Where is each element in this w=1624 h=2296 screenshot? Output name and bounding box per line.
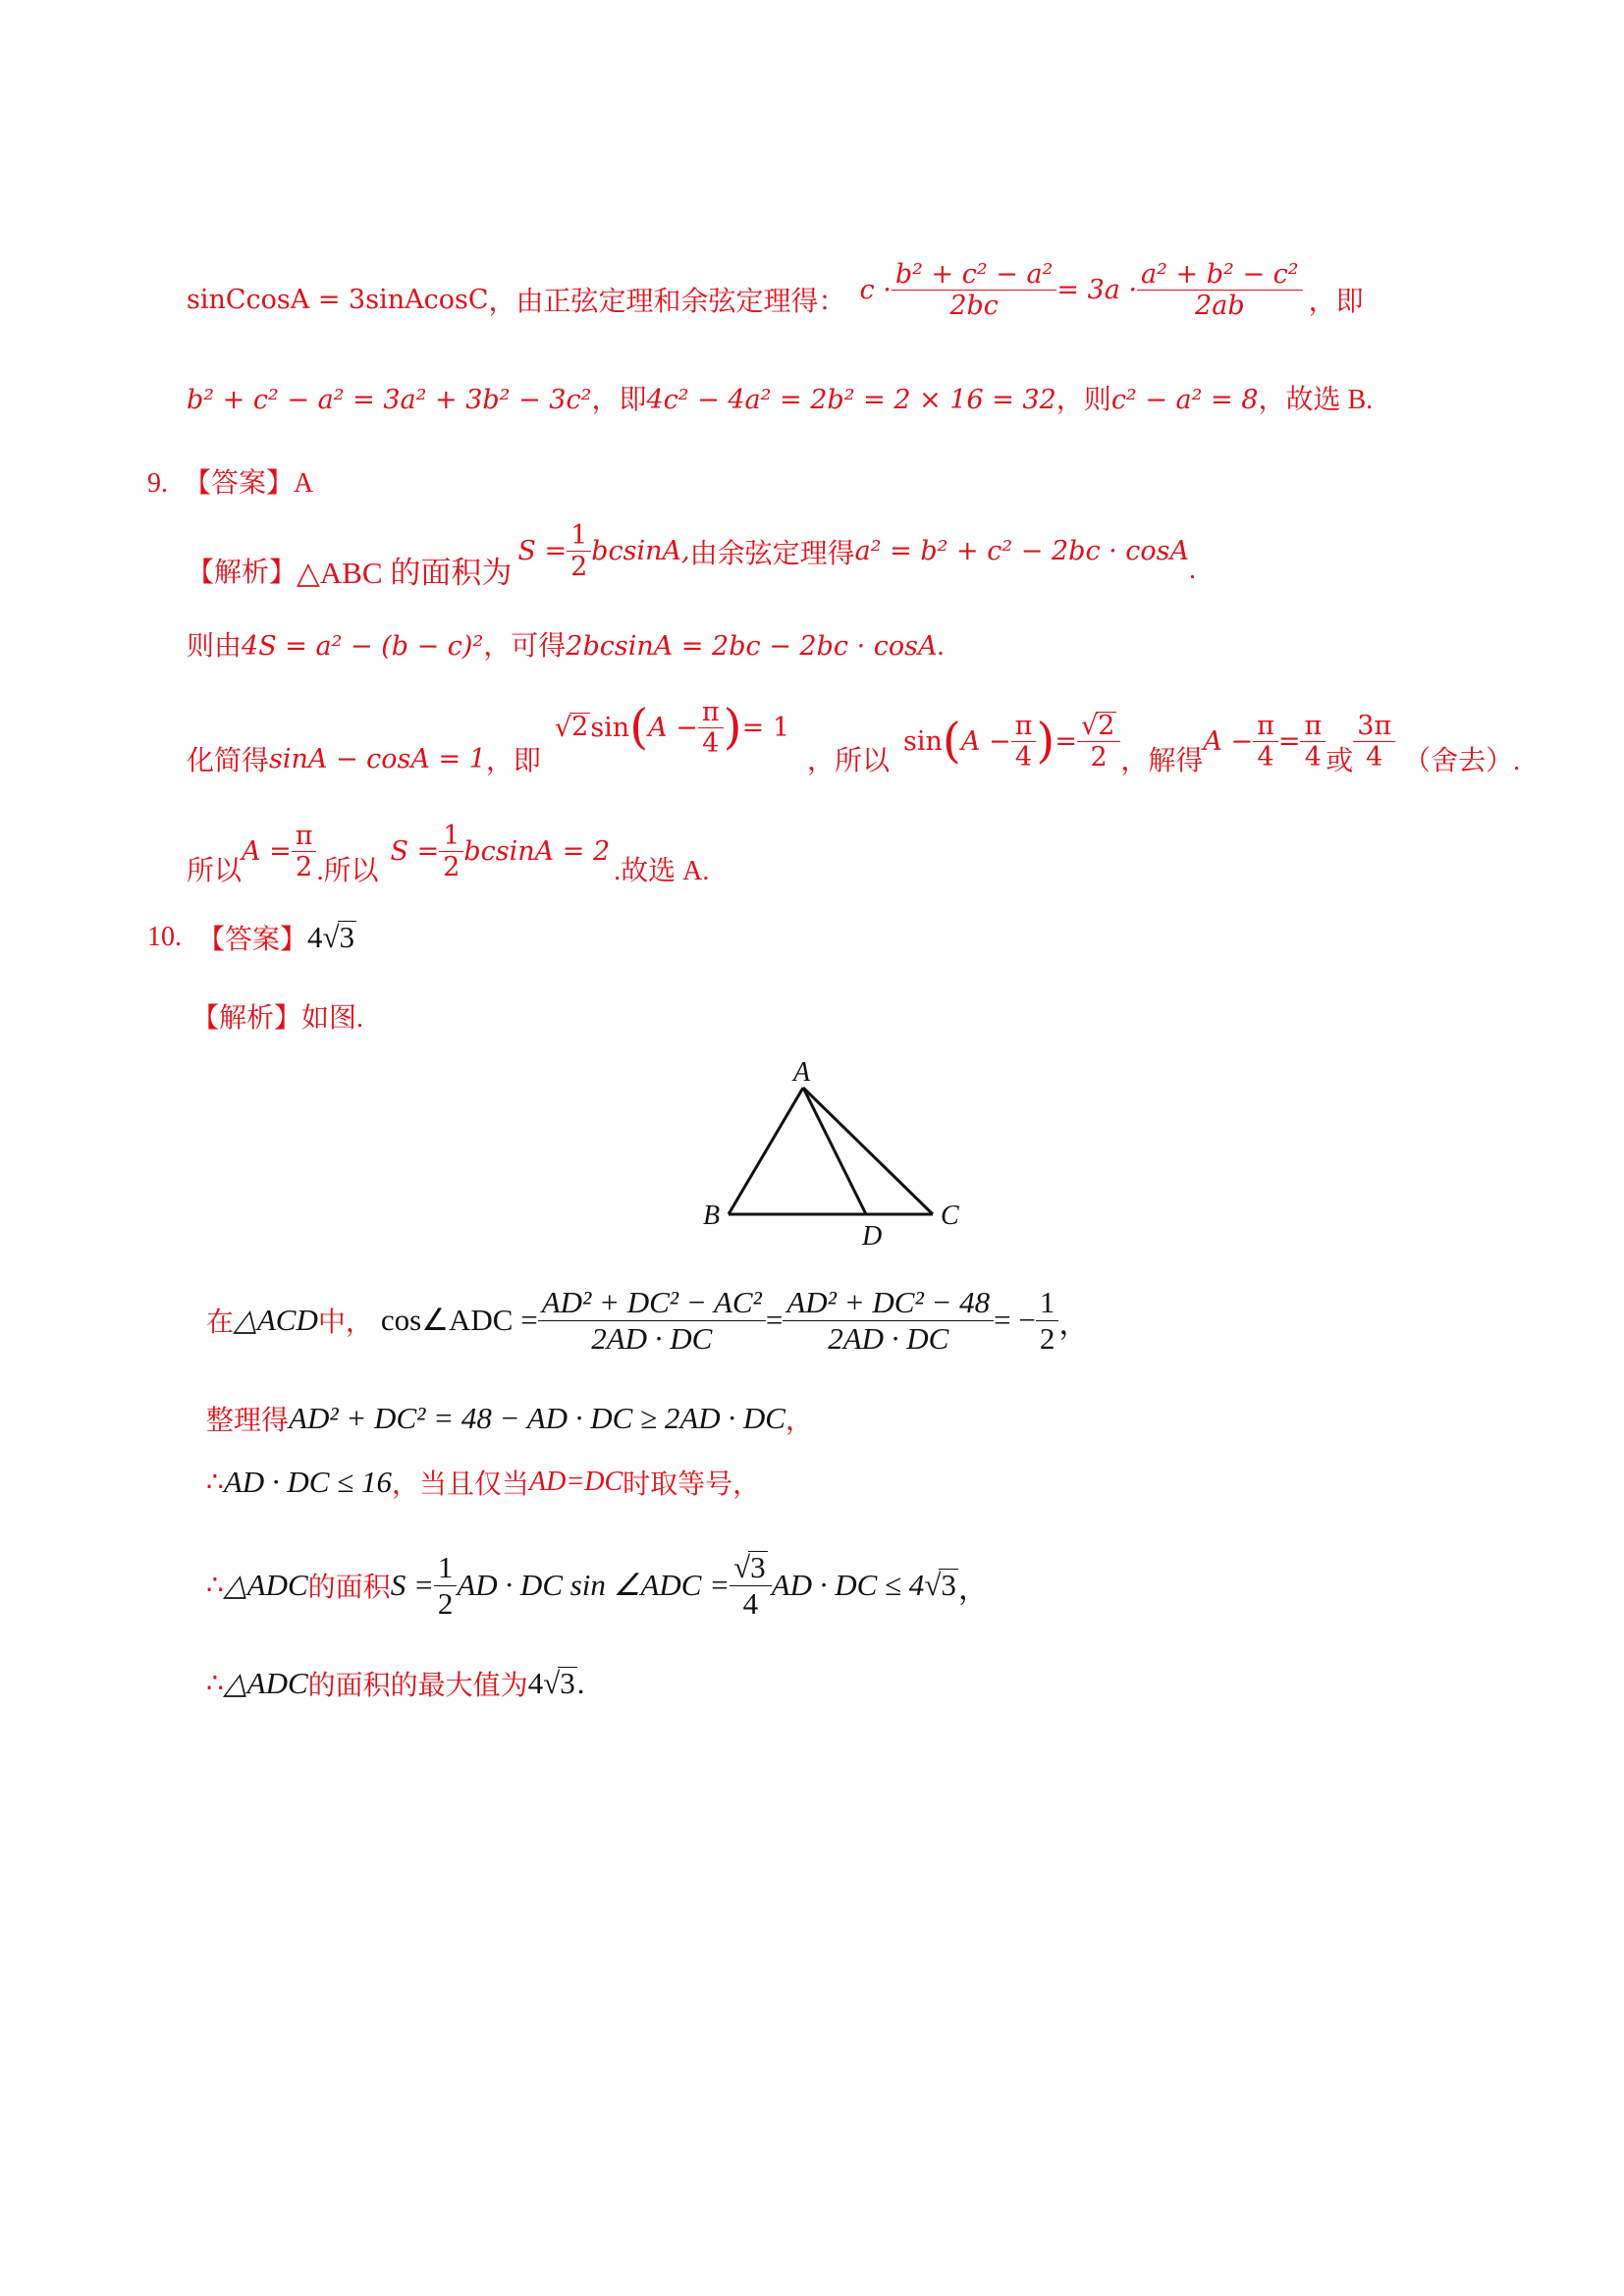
q9-sin-eq-expr: sin ( A − $\frac{\pi}{4}$ ) = $\frac{√2}{2}$: [903, 711, 1120, 773]
q9-analysis-line4: [187, 807, 709, 895]
q10-line4: [206, 1536, 989, 1634]
q9-2bcsinA-eq: 2bcsinA = 2bc − 2bc · cosA: [566, 631, 938, 662]
q8-fraction-2: $\frac{\text{a² + b² − c²}}{2ab}$: [1137, 259, 1303, 321]
q9-bcsinA: bcsinA,: [591, 536, 690, 566]
q9-or-text: 或: [1326, 746, 1354, 776]
q10-AD-eq-DC: AD=DC: [529, 1467, 623, 1497]
q9-half-2: $\frac{1}{2}$: [439, 821, 463, 882]
q9-S-eq: S =: [390, 835, 440, 867]
q8-fraction-1: $\frac{\text{b² + c² − a²}}{2bc}$: [892, 259, 1057, 321]
q10-fraction-1: $\frac{\text{AD² + DC² − AC²}}{2AD \cdot DC}$: [538, 1285, 766, 1357]
q10-product-bound: AD · DC ≤ 16: [223, 1465, 392, 1499]
q9-simplify-text: 化简得: [187, 746, 270, 776]
q10-equality-text: ，当且仅当: [391, 1469, 529, 1500]
q9-area-text: △ABC 的面积为: [297, 556, 513, 590]
q8-c-dot: c ·: [859, 274, 892, 305]
q9-answer-label: 【答案】: [184, 468, 295, 499]
label-D: D: [862, 1221, 883, 1252]
q10-line2: [206, 1399, 813, 1438]
q8-text-2: ，即: [591, 385, 647, 415]
q8-text-3: ，则: [1056, 385, 1111, 415]
q9-ze-you: 则由: [187, 631, 243, 662]
q10-number: 10.: [147, 922, 182, 952]
q10-therefore-2: ∴: [206, 1571, 224, 1601]
q10-therefore-3: ∴: [206, 1669, 224, 1699]
q9-suoyi-text: ，所以: [807, 746, 891, 776]
q10-zhong: 中，: [317, 1308, 373, 1338]
q9-ke-de: ，可得: [483, 631, 567, 662]
q10-max-value: 4√3: [527, 1666, 575, 1700]
segment-AC: [803, 1088, 933, 1214]
q9-cosine-law: a² = b² + c² − 2bc · cosA: [854, 536, 1190, 566]
q9-bcsinA-2: bcsinA = 2: [463, 835, 611, 867]
q9-solution-expr: A − $\frac{\pi}{4}$ = $\frac{\pi}{4}$: [1203, 711, 1326, 773]
q9-pi-over-2: $\frac{\pi}{2}$: [292, 821, 317, 882]
q10-tri-ACD: △ACD: [234, 1303, 318, 1337]
q8-line2: [187, 378, 1373, 417]
q10-line3: [206, 1463, 760, 1502]
q10-sqrt3: √3: [924, 1568, 956, 1602]
q10-therefore-1: ∴: [206, 1468, 224, 1498]
q10-comma: ，: [1058, 1306, 1090, 1341]
segment-AD: [803, 1088, 866, 1214]
q8-line1: [187, 245, 1364, 334]
q10-sqrt3-over-4: $\frac{√3}{4}$: [730, 1550, 772, 1622]
q10-area-text: 的面积: [307, 1573, 391, 1603]
q10-inequality: AD² + DC² = 48 − AD · DC ≥ 2AD · DC: [289, 1401, 785, 1435]
q8-text-4: ，故选 B.: [1258, 385, 1374, 415]
q8-equation-2: b² + c² − a² = 3a² + 3b² − 3c²: [187, 385, 592, 415]
q10-eq-minus: = −: [994, 1303, 1036, 1337]
q10-half: $\frac{1}{2}$: [434, 1550, 458, 1622]
q10-answer-value: 4√3: [307, 920, 355, 954]
q9-ji-text: ，即: [485, 746, 541, 776]
segment-AB: [729, 1088, 803, 1214]
q10-line1: [206, 1276, 1089, 1364]
q9-sqrt2-sin-expr: √ 2 sin ( A − $\frac{\pi}{4}$ ) = 1: [554, 696, 789, 759]
q9-analysis-line1: [187, 510, 1196, 592]
q10-period: .: [576, 1666, 585, 1700]
q10-max-text: 的面积的最大值为: [307, 1671, 528, 1701]
q10-tri-ADC-2: △ADC: [223, 1666, 308, 1700]
q9-A-eq: A =: [242, 835, 292, 867]
q9-number: 9.: [147, 468, 168, 499]
q10-analysis-text: 如图.: [301, 1003, 364, 1034]
q9-analysis-label: 【解析】: [187, 557, 298, 588]
q10-equality-text-2: 时取等号，: [623, 1469, 761, 1500]
q9-dot-2: .: [937, 631, 945, 662]
q9-half-fraction: $\frac{1}{2}$: [567, 520, 591, 582]
q8-text-1: ，由正弦定理和余弦定理得：: [488, 287, 846, 317]
q10-answer-line: [147, 918, 356, 957]
q8-text-ji: ，即: [1308, 287, 1364, 317]
q9-s-eq: S =: [517, 536, 568, 566]
q10-zai: 在: [206, 1308, 235, 1338]
q8-equation-3: 4c² − 4a² = 2b² = 2 × 16 = 32: [646, 385, 1056, 415]
q9-analysis-line2: [187, 624, 944, 664]
q10-tri-ADC: △ADC: [223, 1568, 308, 1602]
q10-eq: =: [765, 1303, 784, 1337]
q9-analysis-line3: [187, 687, 1520, 795]
q9-sin-minus-cos: sinA − cosA = 1: [269, 743, 486, 774]
label-B: B: [703, 1201, 721, 1231]
q10-S-eq: S =: [390, 1568, 434, 1602]
q9-3pi-over-4: $\frac{3\pi}{4}$: [1353, 711, 1395, 773]
q9-conclusion: .故选 A.: [614, 856, 710, 886]
q9-suoyi-2: 所以: [187, 856, 243, 886]
q10-analysis-label: 【解析】: [191, 1003, 302, 1034]
label-C: C: [941, 1201, 959, 1231]
triangle-figure: [687, 1055, 982, 1252]
q10-fraction-3: $\frac{1}{2}$: [1036, 1285, 1059, 1357]
q8-equation-1: sinCcosA = 3sinAcosC: [187, 284, 489, 315]
q9-dot-1: .: [1189, 554, 1197, 585]
q10-cos-ADC: cos∠ADC =: [380, 1303, 538, 1337]
label-A: A: [793, 1057, 811, 1088]
q10-zhengli: 整理得: [206, 1406, 290, 1436]
q10-line5: [206, 1664, 584, 1703]
q10-analysis-line: [191, 996, 363, 1036]
q8-equation-4: c² − a² = 8: [1110, 385, 1259, 415]
q10-fraction-2: $\frac{\text{AD² + DC² − 48}}{2AD \cdot DC}$: [783, 1285, 994, 1357]
q10-comma-3: ，: [957, 1571, 989, 1606]
q9-cosine-law-text: 由余弦定理得: [689, 538, 855, 569]
q8-eq-3a: = 3a ·: [1056, 274, 1138, 305]
q10-comma-2: ，: [785, 1406, 813, 1436]
q9-4s-eq: 4S = a² − (b − c)²: [242, 631, 484, 662]
q10-answer-label: 【答案】: [197, 925, 308, 955]
q10-area-expr: AD · DC sin ∠ADC =: [457, 1568, 731, 1602]
q10-area-bound: AD · DC ≤ 4: [771, 1568, 925, 1602]
q9-discard-text: （舍去）.: [1403, 746, 1521, 776]
q9-suoyi-3: .所以: [316, 856, 379, 886]
q9-answer-value: A: [294, 468, 314, 499]
q9-answer-line: [147, 461, 313, 501]
q9-jiede-text: ，解得: [1120, 746, 1204, 776]
